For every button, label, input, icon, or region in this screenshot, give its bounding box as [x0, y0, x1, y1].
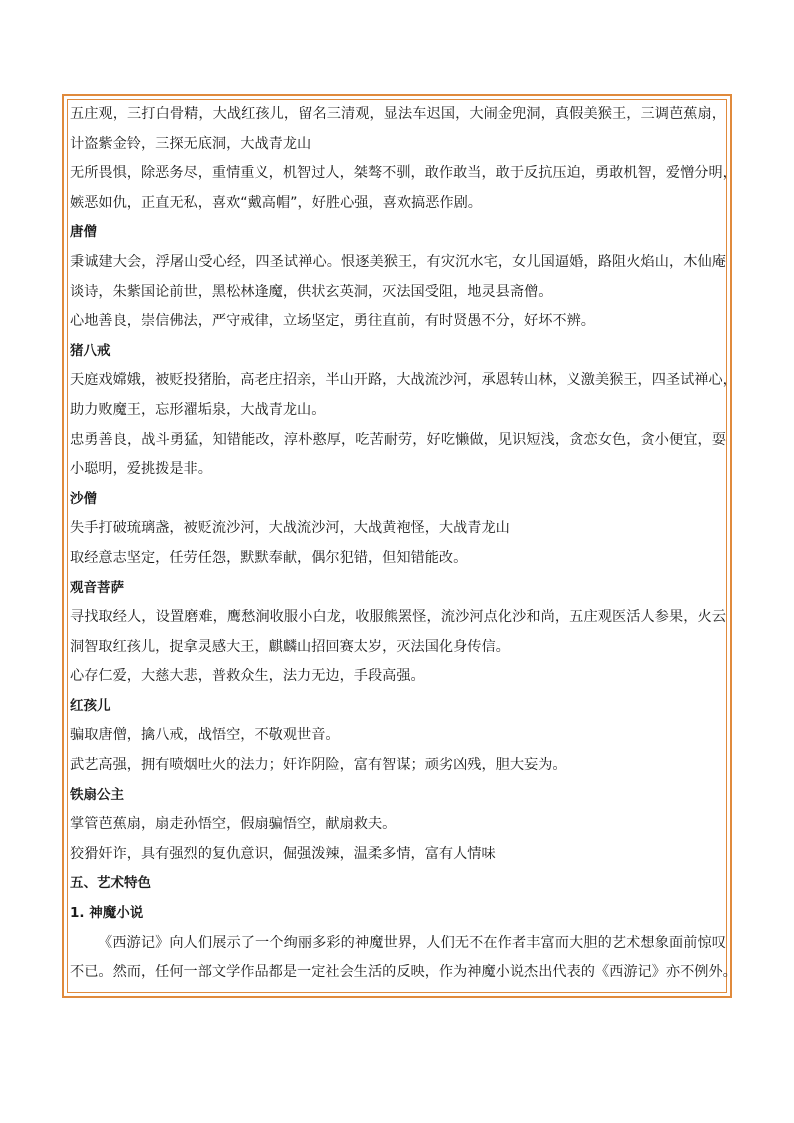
text-line: 忠勇善良，战斗勇猛，知错能改，淳朴憨厚，吃苦耐劳，好吃懒做，见识短浅，贪恋女色，贪小便宜，耍: [70, 431, 726, 448]
section-heading: 唐僧: [70, 224, 97, 241]
text-line: 骗取唐僧，擒八戒，战悟空，不敬观世音。: [70, 727, 340, 744]
text-line: 谈诗，朱紫国论前世，黑松林逢魔，供状玄英洞，灭法国受阻，地灵县斋僧。: [70, 283, 553, 300]
text-line: 不已。然而，任何一部文学作品都是一定社会生活的反映，作为神魔小说杰出代表的《西游记》亦不例外。: [70, 964, 737, 981]
text-line: 小聪明，爱挑拨是非。: [70, 461, 212, 478]
section-heading: 红孩儿: [70, 697, 111, 714]
section-heading: 铁扇公主: [70, 786, 124, 803]
text-line: 洞智取红孩儿，捉拿灵感大王，麒麟山招回赛太岁，灭法国化身传信。: [70, 638, 510, 655]
document-body: [70, 100, 737, 988]
text-line: 失手打破琉璃盏，被贬流沙河，大战流沙河，大战黄袍怪，大战青龙山: [70, 520, 510, 537]
text-line: 《西游记》向人们展示了一个绚丽多彩的神魔世界，人们无不在作者丰富而大胆的艺术想象面前惊叹: [98, 934, 726, 951]
text-line: 计盗紫金铃，三探无底洞，大战青龙山: [70, 135, 312, 152]
text-line: 秉诚建大会，浮屠山受心经，四圣试禅心。恨逐美猴王，有灾沉水宅，女儿国逼婚，路阻火焰山，木仙庵: [70, 253, 726, 270]
text-line: 无所畏惧，除恶务尽，重情重义，机智过人，桀骜不驯，敢作敢当，敢于反抗压迫，勇敢机智，爱憎分明，: [70, 165, 737, 182]
text-line: 武艺高强，拥有喷烟吐火的法力；奸诈阴险，富有智谋；顽劣凶残，胆大妄为。: [70, 757, 567, 774]
section-heading: 五、艺术特色: [70, 875, 151, 892]
text-line: 嫉恶如仇，正直无私，喜欢“戴高帽”，好胜心强，喜欢搞恶作剧。: [70, 194, 482, 211]
text-line: 狡猾奸诈，具有强烈的复仇意识，倔强泼辣，温柔多情，富有人情味: [70, 845, 496, 862]
section-heading: 沙僧: [70, 490, 97, 507]
section-heading: 1. 神魔小说: [70, 905, 144, 922]
text-line: 天庭戏嫦娥，被贬投猪胎，高老庄招亲，半山开路，大战流沙河，承恩转山林，义激美猴王，四圣试禅心，: [70, 372, 737, 389]
section-heading: 猪八戒: [70, 342, 111, 359]
text-line: 五庄观，三打白骨精，大战红孩儿，留名三清观，显法车迟国，大闹金兜洞，真假美猴王，三调芭蕉扇，: [70, 106, 726, 122]
text-line: 寻找取经人，设置磨难，鹰愁涧收服小白龙，收服熊罴怪，流沙河点化沙和尚，五庄观医活人参果，火云: [70, 609, 726, 626]
text-line: 取经意志坚定，任劳任怨，默默奉献，偶尔犯错，但知错能改。: [70, 549, 468, 566]
text-line: 心地善良，崇信佛法，严守戒律，立场坚定，勇往直前，有时贤愚不分，好坏不辨。: [70, 313, 595, 330]
text-line: 助力败魔王，忘形濯垢泉，大战青龙山。: [70, 401, 326, 418]
text-line: 心存仁爱，大慈大悲，普救众生，法力无边，手段高强。: [70, 668, 425, 685]
section-heading: 观音菩萨: [70, 579, 124, 596]
text-line: 掌管芭蕉扇，扇走孙悟空，假扇骗悟空，献扇救夫。: [70, 816, 397, 833]
